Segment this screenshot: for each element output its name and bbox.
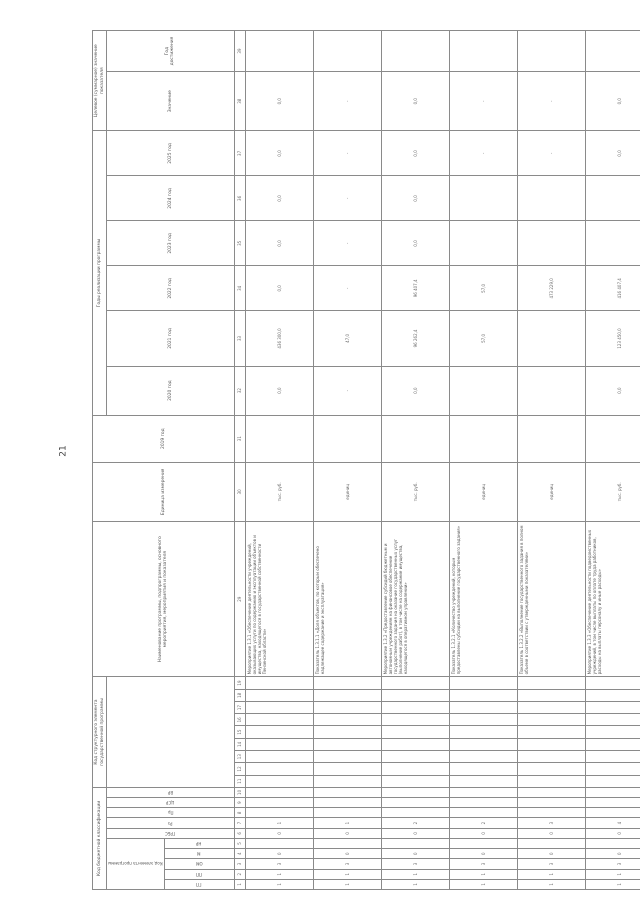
target-year-cell <box>245 31 313 72</box>
year-value-cell <box>449 366 517 415</box>
column-number: 7 <box>234 818 245 828</box>
year-value-cell: 0,0 <box>381 366 449 415</box>
year-value-cell: - <box>313 266 381 311</box>
code-cell <box>449 689 517 701</box>
column-number: 6 <box>234 828 245 838</box>
code-cell <box>449 751 517 763</box>
year-value-cell: - <box>313 131 381 176</box>
code-cell <box>381 808 449 818</box>
column-number: 3 <box>234 859 245 869</box>
column-number: 18 <box>234 689 245 701</box>
header-grbs: ГРБС <box>107 828 235 838</box>
program-indicator-table <box>92 30 640 890</box>
code-cell <box>517 738 585 750</box>
code-cell: 3 <box>517 818 585 828</box>
code-cell <box>245 726 313 738</box>
column-number: 8 <box>234 808 245 818</box>
table-row <box>313 31 381 890</box>
header-pr: Пр <box>107 808 235 818</box>
code-cell <box>585 775 640 787</box>
unit-cell: тыс. руб. <box>381 462 449 521</box>
column-number: 35 <box>234 221 245 266</box>
code-cell <box>381 798 449 808</box>
code-cell <box>313 775 381 787</box>
code-cell <box>381 738 449 750</box>
code-cell <box>313 798 381 808</box>
target-year-cell <box>313 31 381 72</box>
column-number: 37 <box>234 131 245 176</box>
header-year-2022: 2022 год <box>107 266 235 311</box>
code-cell <box>449 677 517 689</box>
code-cell <box>313 808 381 818</box>
year-value-cell: 0,0 <box>585 366 640 415</box>
header-unit: Единица измерения <box>93 462 235 521</box>
code-cell <box>381 763 449 775</box>
table-row <box>245 31 313 890</box>
year-value-cell <box>517 176 585 221</box>
year-value-cell: 0,0 <box>381 221 449 266</box>
code-cell <box>449 701 517 713</box>
code-cell: 0 <box>245 828 313 838</box>
code-cell: 3 <box>517 859 585 869</box>
column-number: 10 <box>234 787 245 797</box>
code-cell <box>517 751 585 763</box>
year-value-cell: 123 450,0 <box>585 311 640 366</box>
code-cell: 0 <box>313 828 381 838</box>
code-cell <box>245 775 313 787</box>
code-cell: 0 <box>517 849 585 859</box>
target-year-cell <box>517 31 585 72</box>
code-cell <box>517 798 585 808</box>
year-value-cell: 57,0 <box>449 266 517 311</box>
code-cell: 1 <box>245 879 313 889</box>
code-cell <box>517 838 585 848</box>
header-struct-sub <box>107 677 235 787</box>
program-element-text: Показатель 1.3.2.2 «Выполнение государственного задания в полном объеме в соответствии с утвержденными показателями» <box>517 521 585 676</box>
year-value-cell: 0,0 <box>381 131 449 176</box>
code-cell <box>245 763 313 775</box>
code-cell <box>449 808 517 818</box>
code-cell: 2 <box>449 818 517 828</box>
year-value-cell <box>449 221 517 266</box>
code-cell <box>245 701 313 713</box>
code-cell <box>585 714 640 726</box>
base-year-cell <box>313 415 381 462</box>
code-cell <box>585 738 640 750</box>
code-cell <box>381 751 449 763</box>
code-cell <box>517 677 585 689</box>
code-cell <box>517 808 585 818</box>
year-value-cell: 0,0 <box>245 266 313 311</box>
code-cell: 1 <box>585 879 640 889</box>
code-cell <box>245 714 313 726</box>
base-year-cell <box>517 415 585 462</box>
code-cell <box>245 808 313 818</box>
code-cell: 1 <box>313 869 381 879</box>
code-cell <box>449 838 517 848</box>
code-cell <box>313 787 381 797</box>
target-value-cell: - <box>517 72 585 131</box>
year-value-cell: - <box>313 366 381 415</box>
code-cell <box>449 763 517 775</box>
year-value-cell: 0,0 <box>245 221 313 266</box>
column-number: 2 <box>234 869 245 879</box>
column-number: 9 <box>234 798 245 808</box>
year-value-cell: 0,0 <box>245 131 313 176</box>
target-value-cell: 0,0 <box>585 72 640 131</box>
unit-cell: единиц <box>517 462 585 521</box>
header-code-gp: ГП <box>164 879 234 889</box>
column-number: 33 <box>234 311 245 366</box>
code-cell <box>585 787 640 797</box>
header-plan-group: Годы реализации программы <box>93 131 107 415</box>
code-cell <box>381 775 449 787</box>
year-value-cell: 0,0 <box>585 131 640 176</box>
code-cell: 3 <box>313 859 381 869</box>
header-gp-code: Код элемента программы <box>107 838 165 889</box>
code-cell <box>245 738 313 750</box>
header-code-nr: НР <box>164 838 234 848</box>
target-year-cell <box>585 31 640 72</box>
code-cell <box>517 714 585 726</box>
header-rz: Рз <box>107 818 235 828</box>
target-value-cell: - <box>449 72 517 131</box>
header-code-pp: ПП <box>164 869 234 879</box>
code-cell: 1 <box>449 879 517 889</box>
table-row <box>449 31 517 890</box>
column-number: 32 <box>234 366 245 415</box>
code-cell: 0 <box>449 849 517 859</box>
column-number: 15 <box>234 726 245 738</box>
code-cell: 0 <box>381 828 449 838</box>
column-number: 17 <box>234 701 245 713</box>
header-target-year: Год достижения <box>107 31 235 72</box>
year-value-cell <box>585 176 640 221</box>
program-element-text: Мероприятие 1.3.3 «Обеспечение деятельности подведомственных учреждений, в том числе выплаты по оплате труда работников, расходы на выплаты персоналу и иные расходы» <box>585 521 640 676</box>
year-value-cell: - <box>517 131 585 176</box>
code-cell: 2 <box>381 818 449 828</box>
code-cell <box>585 838 640 848</box>
code-cell <box>313 726 381 738</box>
header-row-1 <box>93 31 107 890</box>
code-cell <box>381 677 449 689</box>
year-value-cell: 96 407,4 <box>381 266 449 311</box>
page-number: 21 <box>58 445 69 457</box>
code-cell <box>585 726 640 738</box>
code-cell <box>449 787 517 797</box>
target-value-cell: - <box>313 72 381 131</box>
year-value-cell: 473 229,0 <box>517 266 585 311</box>
program-element-text: Показатель 1.3.1.1 «Доля объектов, по которым обеспечено надлежащее содержание и эксплуатация» <box>313 521 381 676</box>
code-cell <box>313 689 381 701</box>
code-cell: 1 <box>585 869 640 879</box>
column-number: 19 <box>234 677 245 689</box>
code-cell: 3 <box>585 859 640 869</box>
code-cell <box>381 689 449 701</box>
code-cell: 4 <box>585 818 640 828</box>
target-year-cell <box>381 31 449 72</box>
table-row <box>585 31 640 890</box>
base-year-cell <box>381 415 449 462</box>
year-value-cell: - <box>449 131 517 176</box>
header-csr: ЦСР <box>107 798 235 808</box>
program-element-text: Мероприятие 1.3.2 «Предоставление субсидий бюджетным и автономным учреждениям на финансовое обеспечение государственного задания на оказание государственных услуг (выполнение работ), в том числе на содержание имущества, находящегося в оперативном управлении» <box>381 521 449 676</box>
program-element-text: Показатель 1.3.2.1 «Количество учреждений, которым предоставлены субсидии на выполнение государственного задания» <box>449 521 517 676</box>
year-value-cell: 436 300,0 <box>245 311 313 366</box>
code-cell <box>381 787 449 797</box>
code-cell <box>313 751 381 763</box>
column-number: 4 <box>234 849 245 859</box>
code-cell <box>449 714 517 726</box>
header-struct-group: Код структурного элемента государственной программы <box>93 677 107 787</box>
code-cell <box>517 689 585 701</box>
unit-cell: тыс. руб. <box>245 462 313 521</box>
code-cell: 3 <box>449 859 517 869</box>
header-code-m: М <box>164 849 234 859</box>
year-value-cell: 47,0 <box>313 311 381 366</box>
code-cell <box>381 726 449 738</box>
column-number: 16 <box>234 714 245 726</box>
code-cell <box>449 738 517 750</box>
year-value-cell <box>517 366 585 415</box>
column-number-row <box>234 31 245 890</box>
header-year-2023: 2023 год <box>107 221 235 266</box>
column-number: 30 <box>234 462 245 521</box>
year-value-cell: 416 407,4 <box>585 266 640 311</box>
base-year-cell <box>585 415 640 462</box>
code-cell <box>245 838 313 848</box>
code-cell <box>381 838 449 848</box>
column-number: 12 <box>234 763 245 775</box>
header-target-group: Целевое (суммарное) значение показателя <box>93 31 107 131</box>
code-cell <box>517 775 585 787</box>
code-cell <box>313 701 381 713</box>
target-year-cell <box>449 31 517 72</box>
code-cell: 0 <box>517 828 585 838</box>
code-cell <box>517 701 585 713</box>
year-value-cell <box>517 221 585 266</box>
code-cell <box>585 798 640 808</box>
header-target-value: Значение <box>107 72 235 131</box>
header-year-2020: 2020 год <box>107 366 235 415</box>
code-cell <box>245 787 313 797</box>
code-cell <box>517 787 585 797</box>
year-value-cell: 96 262,4 <box>381 311 449 366</box>
code-cell: 1 <box>313 818 381 828</box>
target-value-cell: 0,0 <box>381 72 449 131</box>
code-cell: 0 <box>245 849 313 859</box>
header-budget-code-group: Код бюджетной классификации <box>93 787 107 889</box>
column-number: 36 <box>234 176 245 221</box>
column-number: 29 <box>234 521 245 676</box>
code-cell <box>313 738 381 750</box>
year-value-cell: 0,0 <box>245 176 313 221</box>
table-body <box>245 31 640 890</box>
header-vr: ВР <box>107 787 235 797</box>
code-cell: 0 <box>585 849 640 859</box>
year-value-cell: 57,0 <box>449 311 517 366</box>
code-cell: 1 <box>517 869 585 879</box>
code-cell <box>313 677 381 689</box>
code-cell: 1 <box>381 869 449 879</box>
column-number: 13 <box>234 751 245 763</box>
code-cell <box>585 701 640 713</box>
document-sheet <box>92 30 637 890</box>
code-cell <box>585 689 640 701</box>
year-value-cell: 0,0 <box>381 176 449 221</box>
code-cell <box>585 763 640 775</box>
unit-cell: тыс. руб. <box>585 462 640 521</box>
code-cell: 1 <box>517 879 585 889</box>
code-cell: 3 <box>381 859 449 869</box>
year-value-cell: - <box>313 176 381 221</box>
base-year-cell <box>245 415 313 462</box>
column-number: 38 <box>234 72 245 131</box>
code-cell: 0 <box>381 849 449 859</box>
code-cell <box>245 689 313 701</box>
year-value-cell <box>449 176 517 221</box>
column-number: 34 <box>234 266 245 311</box>
code-cell: 1 <box>245 869 313 879</box>
code-cell: 1 <box>313 879 381 889</box>
base-year-cell <box>449 415 517 462</box>
code-cell <box>517 763 585 775</box>
header-year-2024: 2024 год <box>107 176 235 221</box>
code-cell: 0 <box>313 849 381 859</box>
code-cell: 1 <box>381 879 449 889</box>
header-base-year: 2019 год <box>93 415 235 462</box>
column-number: 5 <box>234 838 245 848</box>
program-element-text: Мероприятие 1.3.1 «Обеспечение деятельности учреждений, оказывающих услуги по содержанию и эксплуатации объектов и имущества, находящегося в государственной собственности Пензенской области» <box>245 521 313 676</box>
code-cell <box>449 775 517 787</box>
unit-cell: единиц <box>449 462 517 521</box>
year-value-cell <box>517 311 585 366</box>
column-number: 1 <box>234 879 245 889</box>
header-program-elements: Наименование программы, подпрограммы, основного мероприятия, мероприятия и показателя <box>93 521 235 676</box>
code-cell <box>449 726 517 738</box>
year-value-cell <box>585 221 640 266</box>
code-cell <box>381 714 449 726</box>
code-cell <box>449 798 517 808</box>
code-cell <box>313 714 381 726</box>
code-cell <box>245 751 313 763</box>
column-number: 31 <box>234 415 245 462</box>
header-year-2021: 2021 год <box>107 311 235 366</box>
column-number: 14 <box>234 738 245 750</box>
code-cell: 1 <box>245 818 313 828</box>
code-cell <box>313 838 381 848</box>
target-value-cell: 0,0 <box>245 72 313 131</box>
code-cell <box>245 798 313 808</box>
code-cell <box>585 751 640 763</box>
code-cell <box>313 763 381 775</box>
column-number: 39 <box>234 31 245 72</box>
code-cell <box>585 677 640 689</box>
rotated-table-container <box>92 30 637 890</box>
header-code-om: ОМ <box>164 859 234 869</box>
code-cell <box>585 808 640 818</box>
code-cell <box>381 701 449 713</box>
table-row <box>381 31 449 890</box>
year-value-cell: 0,0 <box>245 366 313 415</box>
code-cell: 0 <box>449 828 517 838</box>
code-cell <box>517 726 585 738</box>
code-cell: 1 <box>449 869 517 879</box>
unit-cell: единиц <box>313 462 381 521</box>
year-value-cell: - <box>313 221 381 266</box>
column-number: 11 <box>234 775 245 787</box>
table-row <box>517 31 585 890</box>
code-cell <box>245 677 313 689</box>
code-cell: 3 <box>245 859 313 869</box>
header-year-2025: 2025 год <box>107 131 235 176</box>
code-cell: 0 <box>585 828 640 838</box>
